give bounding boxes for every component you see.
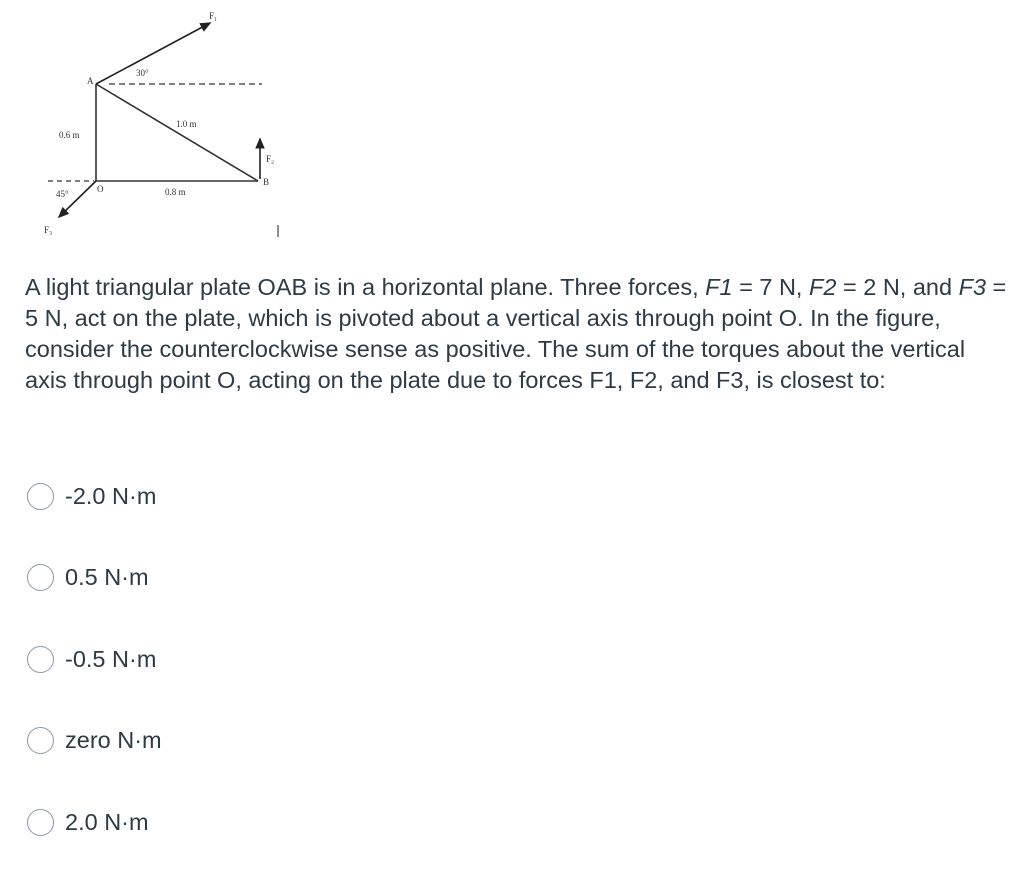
side-ab: [96, 84, 258, 181]
answer-list: [27, 478, 427, 886]
radio-button-icon[interactable]: [27, 646, 54, 673]
force-diagram: [40, 4, 300, 244]
force-f1-arrow: [96, 23, 210, 84]
radio-button-icon[interactable]: [27, 483, 54, 510]
label-angle-45: 45°: [56, 189, 69, 199]
answer-option-5[interactable]: [27, 804, 427, 840]
force-f3-arrow: [59, 181, 96, 217]
question-f1-name: F1: [705, 274, 733, 300]
question-part-1: A light triangular plate OAB is in a horizontal plane. Three forces,: [25, 274, 706, 300]
answer-label: 2.0 N·m: [65, 808, 149, 835]
question-f3-name: F3: [958, 274, 987, 300]
label-point-o: O: [97, 184, 104, 194]
answer-label: -2.0 N·m: [65, 482, 157, 509]
answer-label: 0.5 N·m: [65, 564, 149, 590]
label-length-ab: 1.0 m: [176, 119, 197, 129]
label-length-oa: 0.6 m: [59, 130, 80, 140]
question-f2-value: = 2 N, and: [836, 274, 959, 300]
label-length-ob: 0.8 m: [165, 187, 186, 197]
question-part-2: = 5 N, act on the plate, which is pivoted about a vertical axis through point O. In the figure, consider the counterclockwise sense as positive. The sum of the torques about the vertical axis through point O, acting on the plate due to forces F1, F2, and F3, is closest to:: [25, 274, 1007, 393]
label-force-f3: F₃: [44, 225, 53, 235]
radio-button-icon[interactable]: [27, 564, 54, 591]
label-force-f2: F₂: [266, 154, 275, 164]
radio-button-icon[interactable]: [27, 727, 54, 754]
question-f1-value: = 7 N,: [732, 274, 809, 300]
question-f2-name: F2: [809, 274, 837, 300]
label-point-b: B: [263, 177, 270, 187]
radio-button-icon[interactable]: [27, 809, 54, 836]
answer-option-3[interactable]: [27, 641, 427, 677]
answer-label: zero N·m: [65, 727, 162, 753]
question-text: [25, 272, 1010, 396]
force-diagram-svg: [40, 4, 300, 244]
answer-option-1[interactable]: [27, 478, 427, 514]
answer-label: -0.5 N·m: [65, 645, 157, 672]
label-angle-30: 30°: [136, 68, 149, 78]
label-point-a: A: [87, 76, 94, 86]
answer-option-2[interactable]: [27, 560, 427, 596]
answer-option-4[interactable]: [27, 723, 427, 759]
label-force-f1: F₁: [209, 11, 218, 21]
